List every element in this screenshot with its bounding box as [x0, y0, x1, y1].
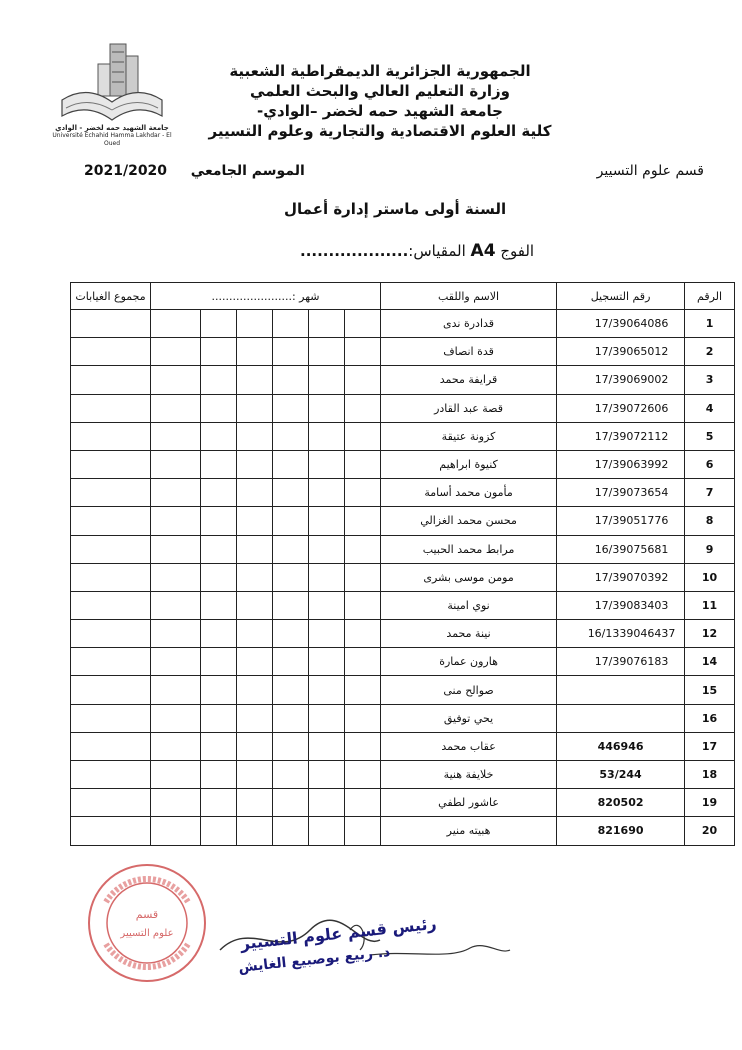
attendance-cell [201, 479, 237, 507]
attendance-cell [345, 507, 381, 535]
total-absence-cell [71, 732, 151, 760]
logo-caption-ar: جامعة الشهيد حمه لخضر - الوادي [55, 124, 169, 132]
student-name: قدة انصاف [381, 338, 557, 366]
header-reg: رقم التسجيل [557, 283, 685, 310]
attendance-cell [151, 648, 201, 676]
attendance-cell [273, 620, 309, 648]
attendance-cell [345, 450, 381, 478]
attendance-cell [201, 789, 237, 817]
attendance-cell [237, 817, 273, 845]
attendance-cell [151, 394, 201, 422]
total-absence-cell [71, 563, 151, 591]
registration-number: 17/39051776 [557, 507, 685, 535]
student-name: قرايفة محمد [381, 366, 557, 394]
attendance-cell [345, 310, 381, 338]
attendance-cell [201, 338, 237, 366]
table-row [71, 817, 735, 845]
attendance-cell [151, 310, 201, 338]
total-absence-cell [71, 591, 151, 619]
table-row [71, 450, 735, 478]
student-name: عقاب محمد [381, 732, 557, 760]
registration-number: 17/39076183 [557, 648, 685, 676]
total-absence-cell [71, 507, 151, 535]
attendance-cell [151, 704, 201, 732]
registration-number: 17/39073654 [557, 479, 685, 507]
stamp-center-2: علوم التسيير [120, 928, 174, 939]
attendance-cell [345, 704, 381, 732]
row-number: 4 [685, 394, 735, 422]
row-number: 1 [685, 310, 735, 338]
attendance-cell [201, 817, 237, 845]
group-value: A4 [470, 241, 496, 261]
signature-title: رئيس قسم علوم التسيير [239, 913, 438, 954]
total-absence-cell [71, 535, 151, 563]
attendance-cell [309, 591, 345, 619]
attendance-cell [237, 704, 273, 732]
attendance-cell [345, 366, 381, 394]
attendance-cell [345, 648, 381, 676]
attendance-cell [309, 507, 345, 535]
attendance-cell [273, 450, 309, 478]
total-absence-cell [71, 310, 151, 338]
registration-number: 17/39072112 [557, 422, 685, 450]
row-number: 10 [685, 563, 735, 591]
header-faculty: كلية العلوم الاقتصادية والتجارية وعلوم التسيير [208, 122, 552, 140]
student-name: خلايفة هنية [381, 761, 557, 789]
registration-number: 16/1339046437 [557, 620, 685, 648]
attendance-cell [201, 676, 237, 704]
attendance-cell [273, 648, 309, 676]
table-row [71, 394, 735, 422]
attendance-cell [237, 648, 273, 676]
attendance-cell [151, 507, 201, 535]
attendance-cell [237, 535, 273, 563]
attendance-cell [309, 648, 345, 676]
attendance-cell [309, 620, 345, 648]
attendance-cell [309, 479, 345, 507]
row-number: 8 [685, 507, 735, 535]
total-absence-cell [71, 479, 151, 507]
attendance-cell [237, 591, 273, 619]
attendance-cell [345, 591, 381, 619]
attendance-cell [309, 338, 345, 366]
attendance-cell [273, 394, 309, 422]
attendance-cell [201, 761, 237, 789]
table-body [71, 310, 735, 846]
total-absence-cell [71, 394, 151, 422]
attendance-cell [201, 732, 237, 760]
attendance-cell [201, 620, 237, 648]
attendance-cell [151, 732, 201, 760]
attendance-cell [237, 479, 273, 507]
attendance-cell [309, 535, 345, 563]
attendance-cell [237, 789, 273, 817]
registration-number [557, 676, 685, 704]
registration-number: 53/244 [557, 761, 685, 789]
attendance-cell [151, 620, 201, 648]
department-stamp [86, 862, 208, 984]
attendance-cell [151, 591, 201, 619]
attendance-cell [309, 310, 345, 338]
attendance-cell [345, 422, 381, 450]
attendance-cell [345, 676, 381, 704]
level-title: السنة أولى ماستر إدارة أعمال [284, 200, 507, 218]
student-name: هبيته منير [381, 817, 557, 845]
department: قسم علوم التسيير [596, 163, 704, 179]
attendance-cell [345, 620, 381, 648]
table-row [71, 761, 735, 789]
table-row [71, 563, 735, 591]
attendance-cell [151, 450, 201, 478]
attendance-cell [345, 761, 381, 789]
header-republic: الجمهورية الجزائرية الديمقراطية الشعبية [229, 62, 531, 80]
registration-number: 17/39063992 [557, 450, 685, 478]
row-number: 11 [685, 591, 735, 619]
row-number: 19 [685, 789, 735, 817]
student-name: كزونة عتيقة [381, 422, 557, 450]
attendance-cell [345, 732, 381, 760]
total-absence-cell [71, 761, 151, 789]
logo-caption [52, 124, 172, 148]
attendance-cell [237, 761, 273, 789]
attendance-cell [309, 366, 345, 394]
attendance-cell [151, 789, 201, 817]
row-number: 16 [685, 704, 735, 732]
attendance-cell [345, 563, 381, 591]
attendance-cell [237, 310, 273, 338]
total-absence-cell [71, 789, 151, 817]
student-name: قدادرة ندى [381, 310, 557, 338]
logo-caption-fr: Université Echahid Hamma Lakhdar - El Oued [52, 132, 172, 147]
registration-number: 821690 [557, 817, 685, 845]
attendance-cell [151, 338, 201, 366]
total-absence-cell [71, 648, 151, 676]
registration-number: 16/39075681 [557, 535, 685, 563]
attendance-cell [201, 394, 237, 422]
attendance-cell [237, 366, 273, 394]
attendance-cell [151, 479, 201, 507]
row-number: 15 [685, 676, 735, 704]
header-num: الرقم [685, 283, 735, 310]
row-number: 7 [685, 479, 735, 507]
total-absence-cell [71, 676, 151, 704]
attendance-cell [345, 394, 381, 422]
registration-number: 17/39072606 [557, 394, 685, 422]
attendance-cell [309, 732, 345, 760]
attendance-cell [237, 450, 273, 478]
module-dots: ................... [300, 242, 409, 260]
row-number: 12 [685, 620, 735, 648]
row-number: 5 [685, 422, 735, 450]
signature-name: د. ربيع بوصبيع الغايش [237, 944, 391, 976]
attendance-cell [151, 676, 201, 704]
attendance-cell [309, 789, 345, 817]
attendance-cell [273, 789, 309, 817]
header-month: شهر :....................... [151, 283, 381, 310]
season [84, 163, 305, 179]
student-name: هارون عمارة [381, 648, 557, 676]
season-label: الموسم الجامعي [190, 163, 305, 179]
student-name: قصة عبد القادر [381, 394, 557, 422]
total-absence-cell [71, 620, 151, 648]
attendance-cell [201, 563, 237, 591]
attendance-cell [201, 591, 237, 619]
attendance-cell [237, 563, 273, 591]
stamp-center: قسم [135, 908, 159, 921]
attendance-cell [273, 338, 309, 366]
total-absence-cell [71, 817, 151, 845]
row-number: 9 [685, 535, 735, 563]
registration-number: 17/39083403 [557, 591, 685, 619]
attendance-cell [201, 704, 237, 732]
header-name: الاسم واللقب [381, 283, 557, 310]
group-module-line [300, 241, 534, 261]
attendance-cell [273, 704, 309, 732]
attendance-cell [237, 676, 273, 704]
registration-number: 17/39070392 [557, 563, 685, 591]
header-university: جامعة الشهيد حمه لخضر –الوادي- [257, 102, 503, 120]
attendance-cell [151, 761, 201, 789]
table-row [71, 366, 735, 394]
row-number: 6 [685, 450, 735, 478]
attendance-cell [273, 676, 309, 704]
registration-number: 17/39069002 [557, 366, 685, 394]
student-name: صوالح منى [381, 676, 557, 704]
attendance-cell [201, 450, 237, 478]
registration-number: 446946 [557, 732, 685, 760]
attendance-cell [309, 450, 345, 478]
attendance-cell [201, 507, 237, 535]
attendance-cell [273, 817, 309, 845]
table-row [71, 422, 735, 450]
attendance-cell [345, 535, 381, 563]
total-absence-cell [71, 338, 151, 366]
attendance-cell [151, 563, 201, 591]
attendance-cell [345, 479, 381, 507]
attendance-cell [237, 422, 273, 450]
student-name: نينة محمد [381, 620, 557, 648]
group-label: الفوج [500, 242, 535, 260]
attendance-cell [201, 422, 237, 450]
total-absence-cell [71, 450, 151, 478]
table-row [71, 591, 735, 619]
attendance-cell [309, 563, 345, 591]
registration-number: 17/39064086 [557, 310, 685, 338]
season-value: 2021/2020 [84, 163, 168, 179]
attendance-cell [237, 507, 273, 535]
attendance-cell [309, 394, 345, 422]
row-number: 3 [685, 366, 735, 394]
registration-number: 17/39065012 [557, 338, 685, 366]
registration-number: 820502 [557, 789, 685, 817]
attendance-table [70, 282, 735, 846]
student-name: مومن موسى بشرى [381, 563, 557, 591]
student-name: مرابط محمد الحبيب [381, 535, 557, 563]
table-row [71, 732, 735, 760]
student-name: محسن محمد الغزالي [381, 507, 557, 535]
table-row [71, 676, 735, 704]
student-name: كنيوة ابراهيم [381, 450, 557, 478]
total-absence-cell [71, 704, 151, 732]
table-row [71, 648, 735, 676]
table-row [71, 620, 735, 648]
total-absence-cell [71, 422, 151, 450]
attendance-cell [201, 366, 237, 394]
header-ministry: وزارة التعليم العالي والبحث العلمي [249, 82, 511, 100]
attendance-cell [309, 704, 345, 732]
attendance-cell [151, 422, 201, 450]
attendance-cell [345, 817, 381, 845]
attendance-cell [151, 535, 201, 563]
attendance-cell [309, 817, 345, 845]
attendance-cell [309, 422, 345, 450]
attendance-cell [273, 535, 309, 563]
table-row [71, 789, 735, 817]
attendance-cell [237, 732, 273, 760]
student-name: نوي امينة [381, 591, 557, 619]
attendance-cell [151, 817, 201, 845]
attendance-cell [201, 310, 237, 338]
row-number: 18 [685, 761, 735, 789]
row-number: 14 [685, 648, 735, 676]
attendance-cell [273, 422, 309, 450]
row-number: 20 [685, 817, 735, 845]
table-header-row [71, 283, 735, 310]
attendance-cell [237, 620, 273, 648]
attendance-cell [273, 732, 309, 760]
attendance-cell [273, 563, 309, 591]
module-label: المقياس: [408, 242, 466, 260]
registration-number [557, 704, 685, 732]
student-name: يحي توفيق [381, 704, 557, 732]
university-logo [52, 38, 172, 134]
attendance-cell [237, 338, 273, 366]
row-number: 17 [685, 732, 735, 760]
attendance-cell [273, 479, 309, 507]
attendance-cell [273, 310, 309, 338]
attendance-cell [273, 761, 309, 789]
attendance-cell [273, 591, 309, 619]
table-row [71, 704, 735, 732]
attendance-cell [201, 648, 237, 676]
table-row [71, 310, 735, 338]
table-row [71, 479, 735, 507]
total-absence-cell [71, 366, 151, 394]
attendance-cell [273, 366, 309, 394]
attendance-cell [237, 394, 273, 422]
table-row [71, 338, 735, 366]
attendance-cell [345, 789, 381, 817]
attendance-cell [345, 338, 381, 366]
table-row [71, 507, 735, 535]
attendance-cell [273, 507, 309, 535]
row-number: 2 [685, 338, 735, 366]
table-row [71, 535, 735, 563]
attendance-cell [309, 761, 345, 789]
attendance-cell [309, 676, 345, 704]
header-total: مجموع الغيابات [71, 283, 151, 310]
student-name: مأمون محمد أسامة [381, 479, 557, 507]
attendance-cell [201, 535, 237, 563]
attendance-cell [151, 366, 201, 394]
student-name: عاشور لطفي [381, 789, 557, 817]
